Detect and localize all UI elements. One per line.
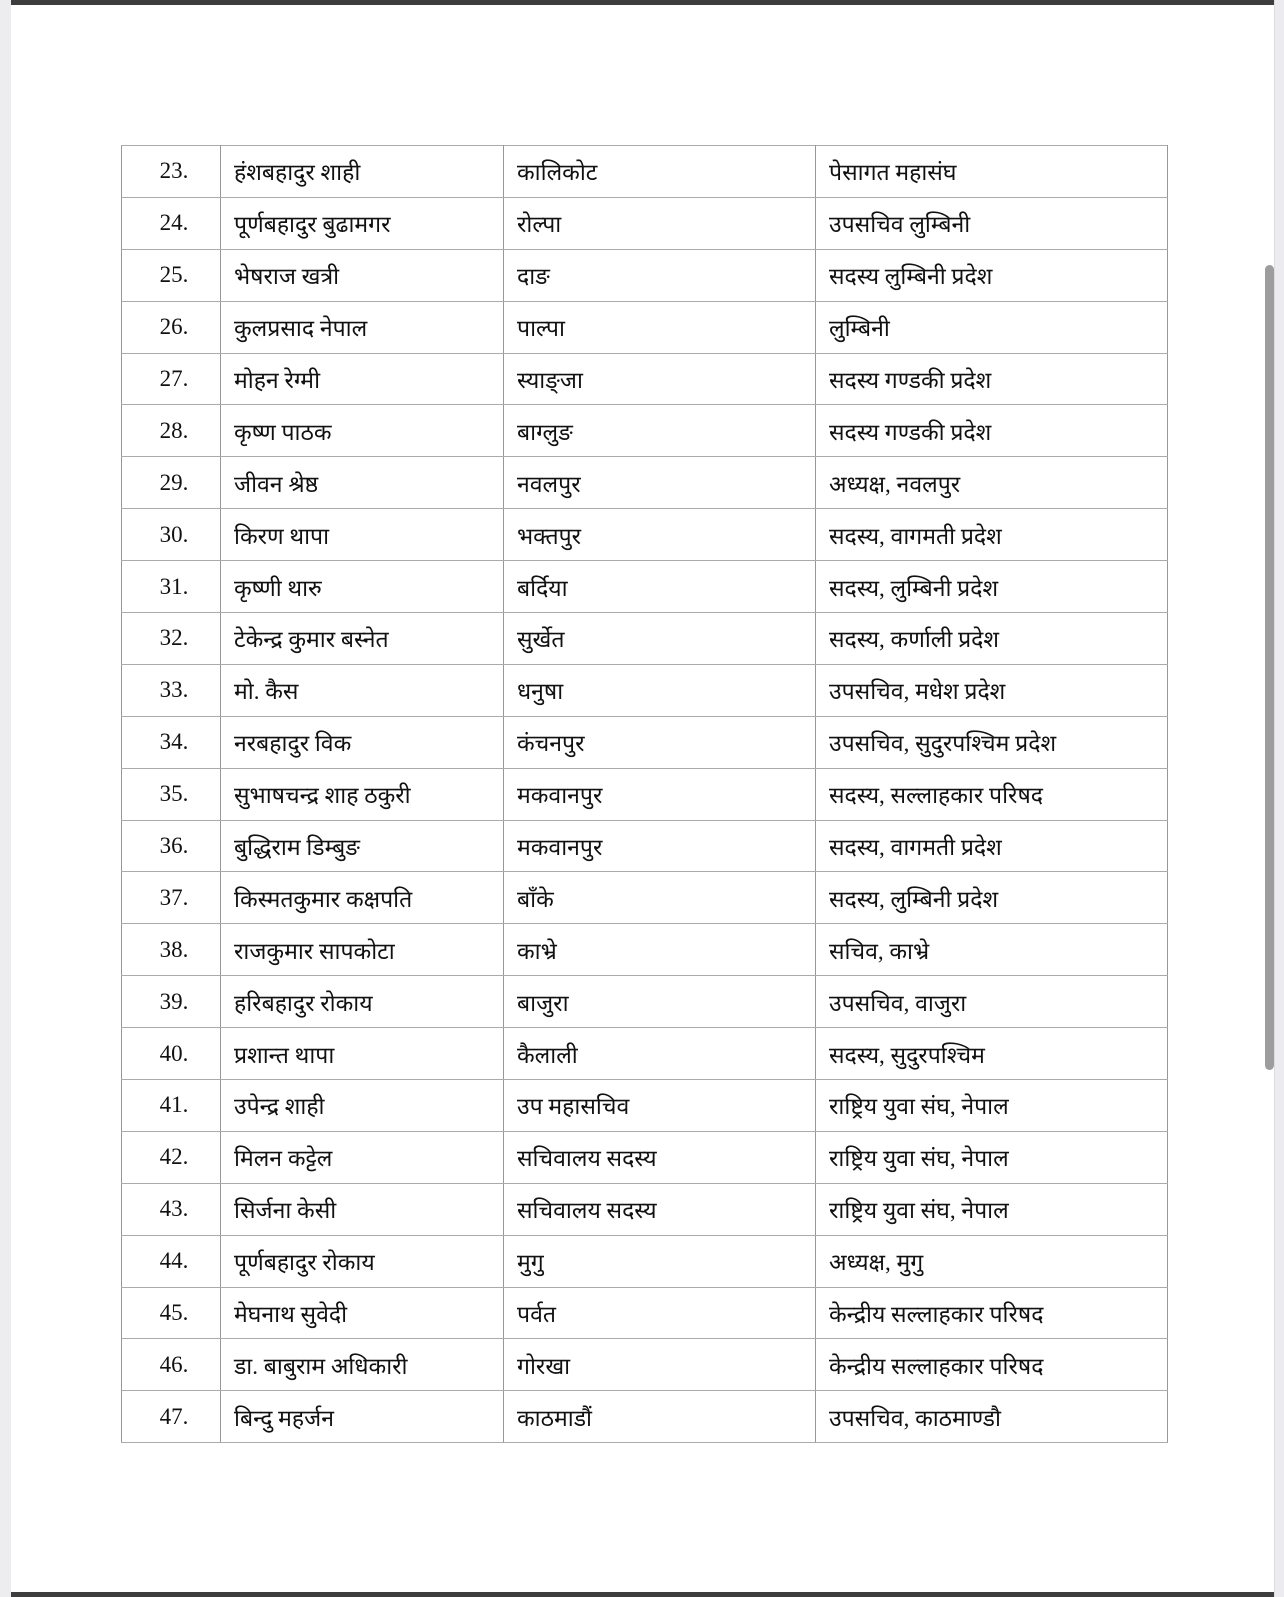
cell-position: उपसचिव लुम्बिनी <box>816 197 1168 249</box>
cell-serial-number: 41. <box>122 1080 221 1132</box>
cell-district: मकवानपुर <box>504 768 816 820</box>
cell-position: अध्यक्ष, मुगु <box>816 1235 1168 1287</box>
cell-position: लुम्बिनी <box>816 301 1168 353</box>
scrollbar-track[interactable] <box>1274 0 1284 1597</box>
scrollbar-thumb[interactable] <box>1265 265 1274 1070</box>
cell-serial-number: 32. <box>122 613 221 665</box>
cell-name: बिन्दु महर्जन <box>221 1391 504 1443</box>
cell-district: बर्दिया <box>504 561 816 613</box>
cell-position: उपसचिव, मधेश प्रदेश <box>816 664 1168 716</box>
cell-serial-number: 43. <box>122 1183 221 1235</box>
table-row <box>122 664 1168 716</box>
cell-serial-number: 38. <box>122 924 221 976</box>
cell-name: कृष्णी थारु <box>221 561 504 613</box>
cell-name: नरबहादुर विक <box>221 716 504 768</box>
cell-district: रोल्पा <box>504 197 816 249</box>
cell-position: सदस्य लुम्बिनी प्रदेश <box>816 249 1168 301</box>
table-row <box>122 1080 1168 1132</box>
cell-name: भेषराज खत्री <box>221 249 504 301</box>
table-row <box>122 716 1168 768</box>
top-edge-bar <box>11 0 1284 5</box>
cell-serial-number: 25. <box>122 249 221 301</box>
cell-name: किरण थापा <box>221 509 504 561</box>
cell-district: सचिवालय सदस्य <box>504 1131 816 1183</box>
table-row <box>122 1235 1168 1287</box>
cell-name: टेकेन्द्र कुमार बस्नेत <box>221 613 504 665</box>
cell-name: उपेन्द्र शाही <box>221 1080 504 1132</box>
cell-name: मो. कैस <box>221 664 504 716</box>
cell-district: सचिवालय सदस्य <box>504 1183 816 1235</box>
cell-serial-number: 45. <box>122 1287 221 1339</box>
table-row <box>122 1131 1168 1183</box>
left-margin-strip <box>0 0 11 1597</box>
cell-name: कुलप्रसाद नेपाल <box>221 301 504 353</box>
cell-name: डा. बाबुराम अधिकारी <box>221 1339 504 1391</box>
cell-district: पाल्पा <box>504 301 816 353</box>
table-row <box>122 976 1168 1028</box>
cell-name: पूर्णबहादुर रोकाय <box>221 1235 504 1287</box>
cell-position: सचिव, काभ्रे <box>816 924 1168 976</box>
table-row <box>122 197 1168 249</box>
cell-position: सदस्य, लुम्बिनी प्रदेश <box>816 872 1168 924</box>
cell-position: सदस्य, सुदुरपश्चिम <box>816 1028 1168 1080</box>
table-row <box>122 1339 1168 1391</box>
cell-name: किस्मतकुमार कक्षपति <box>221 872 504 924</box>
cell-name: हंशबहादुर शाही <box>221 146 504 198</box>
cell-district: नवलपुर <box>504 457 816 509</box>
cell-district: मुगु <box>504 1235 816 1287</box>
table-row <box>122 353 1168 405</box>
cell-name: प्रशान्त थापा <box>221 1028 504 1080</box>
bottom-edge-bar <box>11 1592 1284 1597</box>
cell-serial-number: 31. <box>122 561 221 613</box>
table-row <box>122 405 1168 457</box>
table-row <box>122 1391 1168 1443</box>
cell-district: भक्तपुर <box>504 509 816 561</box>
cell-position: उपसचिव, वाजुरा <box>816 976 1168 1028</box>
cell-position: अध्यक्ष, नवलपुर <box>816 457 1168 509</box>
cell-district: सुर्खेत <box>504 613 816 665</box>
cell-position: सदस्य, कर्णाली प्रदेश <box>816 613 1168 665</box>
table-row <box>122 1287 1168 1339</box>
cell-position: सदस्य गण्डकी प्रदेश <box>816 405 1168 457</box>
cell-name: राजकुमार सापकोटा <box>221 924 504 976</box>
cell-serial-number: 33. <box>122 664 221 716</box>
cell-position: केन्द्रीय सल्लाहकार परिषद <box>816 1287 1168 1339</box>
cell-position: सदस्य गण्डकी प्रदेश <box>816 353 1168 405</box>
table-row <box>122 872 1168 924</box>
table-row <box>122 924 1168 976</box>
cell-district: बाग्लुङ <box>504 405 816 457</box>
cell-district: काठमाडौं <box>504 1391 816 1443</box>
cell-district: दाङ <box>504 249 816 301</box>
cell-serial-number: 39. <box>122 976 221 1028</box>
cell-serial-number: 24. <box>122 197 221 249</box>
cell-district: पर्वत <box>504 1287 816 1339</box>
table-row <box>122 509 1168 561</box>
cell-serial-number: 37. <box>122 872 221 924</box>
cell-position: सदस्य, सल्लाहकार परिषद <box>816 768 1168 820</box>
cell-name: कृष्ण पाठक <box>221 405 504 457</box>
cell-district: बाजुरा <box>504 976 816 1028</box>
cell-district: कालिकोट <box>504 146 816 198</box>
table-row <box>122 561 1168 613</box>
table-row <box>122 820 1168 872</box>
cell-name: सिर्जना केसी <box>221 1183 504 1235</box>
cell-name: मिलन कट्टेल <box>221 1131 504 1183</box>
cell-district: कैलाली <box>504 1028 816 1080</box>
cell-serial-number: 29. <box>122 457 221 509</box>
cell-position: उपसचिव, सुदुरपश्चिम प्रदेश <box>816 716 1168 768</box>
cell-name: मेघनाथ सुवेदी <box>221 1287 504 1339</box>
cell-serial-number: 36. <box>122 820 221 872</box>
cell-district: गोरखा <box>504 1339 816 1391</box>
cell-name: पूर्णबहादुर बुढामगर <box>221 197 504 249</box>
cell-district: बाँके <box>504 872 816 924</box>
cell-district: स्याङ्जा <box>504 353 816 405</box>
cell-serial-number: 27. <box>122 353 221 405</box>
table-row <box>122 1183 1168 1235</box>
cell-position: राष्ट्रिय युवा संघ, नेपाल <box>816 1080 1168 1132</box>
table-row <box>122 457 1168 509</box>
cell-serial-number: 30. <box>122 509 221 561</box>
cell-position: केन्द्रीय सल्लाहकार परिषद <box>816 1339 1168 1391</box>
cell-serial-number: 44. <box>122 1235 221 1287</box>
roster-table-body <box>122 146 1168 1443</box>
table-row <box>122 1028 1168 1080</box>
cell-name: मोहन रेग्मी <box>221 353 504 405</box>
table-row <box>122 301 1168 353</box>
cell-name: बुद्धिराम डिम्बुङ <box>221 820 504 872</box>
cell-position: राष्ट्रिय युवा संघ, नेपाल <box>816 1131 1168 1183</box>
cell-district: उप महासचिव <box>504 1080 816 1132</box>
cell-position: सदस्य, वागमती प्रदेश <box>816 820 1168 872</box>
roster-table <box>121 145 1168 1443</box>
cell-serial-number: 35. <box>122 768 221 820</box>
cell-serial-number: 23. <box>122 146 221 198</box>
cell-position: सदस्य, वागमती प्रदेश <box>816 509 1168 561</box>
cell-serial-number: 26. <box>122 301 221 353</box>
cell-serial-number: 40. <box>122 1028 221 1080</box>
table-row <box>122 249 1168 301</box>
table-row <box>122 613 1168 665</box>
cell-serial-number: 42. <box>122 1131 221 1183</box>
cell-name: हरिबहादुर रोकाय <box>221 976 504 1028</box>
cell-position: पेसागत महासंघ <box>816 146 1168 198</box>
cell-position: सदस्य, लुम्बिनी प्रदेश <box>816 561 1168 613</box>
table-row <box>122 768 1168 820</box>
cell-district: धनुषा <box>504 664 816 716</box>
cell-district: काभ्रे <box>504 924 816 976</box>
cell-position: राष्ट्रिय युवा संघ, नेपाल <box>816 1183 1168 1235</box>
cell-district: कंचनपुर <box>504 716 816 768</box>
cell-position: उपसचिव, काठमाण्डौ <box>816 1391 1168 1443</box>
cell-serial-number: 28. <box>122 405 221 457</box>
table-row <box>122 146 1168 198</box>
cell-serial-number: 46. <box>122 1339 221 1391</box>
cell-serial-number: 34. <box>122 716 221 768</box>
cell-name: जीवन श्रेष्ठ <box>221 457 504 509</box>
cell-name: सुभाषचन्द्र शाह ठकुरी <box>221 768 504 820</box>
cell-serial-number: 47. <box>122 1391 221 1443</box>
cell-district: मकवानपुर <box>504 820 816 872</box>
